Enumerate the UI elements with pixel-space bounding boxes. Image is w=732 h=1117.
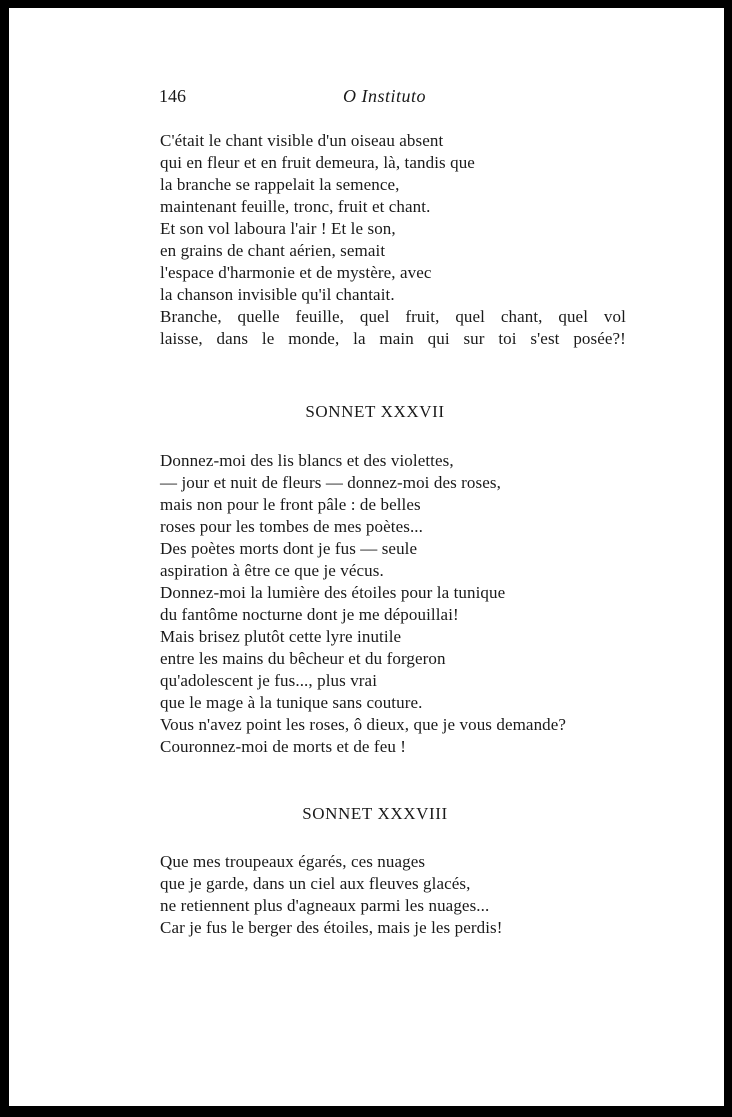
verse-word: vol — [603, 307, 626, 326]
verse-line: la chanson invisible qu'il chantait. — [160, 285, 395, 304]
verse-line: que le mage à la tunique sans couture. — [160, 693, 423, 712]
verse-word: chant, — [500, 307, 543, 326]
verse-word: main — [379, 329, 414, 348]
verse-line-justified — [160, 328, 626, 350]
verse-line: l'espace d'harmonie et de mystère, avec — [160, 263, 432, 282]
verse-line: qu'adolescent je fus..., plus vrai — [160, 671, 378, 690]
verse-word: quel — [455, 307, 485, 326]
sonnet-37-body — [160, 450, 630, 758]
verse-word: Branche, — [160, 307, 222, 326]
verse-line: entre les mains du bêcheur et du forgeron — [160, 649, 446, 668]
verse-line: la branche se rappelait la semence, — [160, 175, 400, 194]
verse-line: aspiration à être ce que je vécus. — [160, 561, 384, 580]
verse-line: mais non pour le front pâle : de belles — [160, 495, 421, 514]
verse-line: — jour et nuit de fleurs — donnez-moi des roses, — [160, 473, 501, 492]
verse-line: Et son vol laboura l'air ! Et le son, — [160, 219, 396, 238]
verse-line: Donnez-moi la lumière des étoiles pour la tunique — [160, 583, 506, 602]
verse-word: monde, — [288, 329, 340, 348]
poem-continuation — [160, 130, 630, 350]
verse-word: quelle — [237, 307, 280, 326]
verse-word: feuille, — [295, 307, 344, 326]
sonnet-title: SONNET XXXVII — [305, 402, 445, 421]
verse-line: Des poètes morts dont je fus — seule — [160, 539, 418, 558]
verse-line: Vous n'avez point les roses, ô dieux, que je vous demande? — [160, 715, 567, 734]
verse-word: laisse, — [160, 329, 203, 348]
verse-word: fruit, — [405, 307, 440, 326]
verse-line: roses pour les tombes de mes poètes... — [160, 517, 423, 536]
verse-word: quel — [558, 307, 589, 326]
verse-word: toi — [498, 329, 517, 348]
verse-line: Car je fus le berger des étoiles, mais je les perdis! — [160, 918, 503, 937]
verse-line: Couronnez-moi de morts et de feu ! — [160, 737, 407, 756]
verse-word: la — [353, 329, 366, 348]
verse-line-justified — [160, 306, 626, 328]
verse-line: Donnez-moi des lis blancs et des violettes, — [160, 451, 454, 470]
verse-line: en grains de chant aérien, semait — [160, 241, 386, 260]
verse-word: quel — [359, 307, 390, 326]
sonnet-38-body — [160, 851, 630, 939]
verse-line: Que mes troupeaux égarés, ces nuages — [160, 852, 426, 871]
verse-word: s'est — [530, 329, 560, 348]
sonnet-title: SONNET XXXVIII — [302, 804, 448, 823]
verse-word: dans — [216, 329, 249, 348]
verse-line: ne retiennent plus d'agneaux parmi les nuages... — [160, 896, 490, 915]
page-number: 146 — [159, 86, 186, 106]
verse-line: que je garde, dans un ciel aux fleuves glacés, — [160, 874, 471, 893]
verse-word: le — [261, 329, 275, 348]
verse-word: sur — [463, 329, 485, 348]
verse-line: du fantôme nocturne dont je me dépouillai! — [160, 605, 459, 624]
verse-word: qui — [427, 329, 450, 348]
verse-line: qui en fleur et en fruit demeura, là, tandis que — [160, 153, 475, 172]
verse-word: posée?! — [573, 329, 626, 348]
verse-line: C'était le chant visible d'un oiseau absent — [160, 131, 444, 150]
verse-line: Mais brisez plutôt cette lyre inutile — [160, 627, 402, 646]
verse-line: maintenant feuille, tronc, fruit et chant. — [160, 197, 431, 216]
running-header-title: O Instituto — [343, 86, 427, 106]
